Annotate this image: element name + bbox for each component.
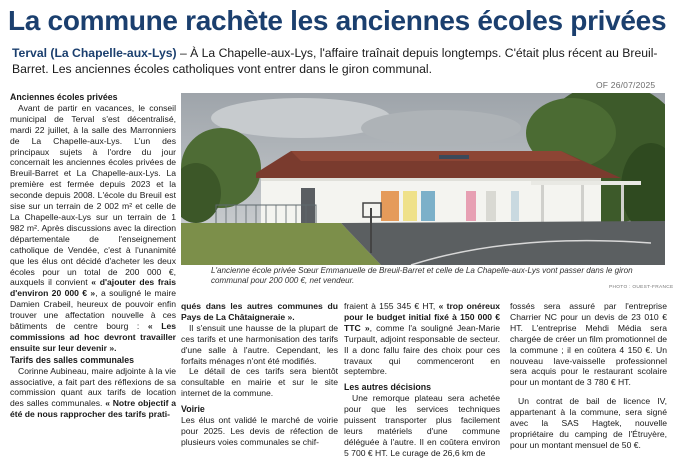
subhead-tarifs: Tarifs des salles communales	[10, 354, 135, 365]
col1-text-c: Corinne Aubineau, maire adjointe à la vie associative, a fait part des réflexions de sa commission quant aux tarifs de location des salles communales.	[10, 365, 176, 409]
photo-credit: PHOTO : OUEST-FRANCE	[609, 285, 674, 290]
column-4-paragraph-2: Un contrat de bail de licence IV, appartenant à la commune, sera signé avec la SAS Hagtek, nouvelle propriétaire du camping de l'Étruyère, pour un montant mensuel de 50 €.	[510, 396, 667, 450]
col3-bold: « trop onéreux pour le budget initial fixé à 150 000 € TTC »	[344, 301, 500, 333]
column-4	[510, 301, 667, 451]
photo-caption: L'ancienne école privée Sœur Emmanuelle de Breuil-Barret et celle de La Chapelle-aux-Lys vont passer dans le giron communal pour 200 000 €, net vendeur.	[211, 266, 633, 285]
column-2	[181, 301, 338, 448]
column-2-paragraph-4: Les élus ont validé le marché de voirie pour 2025. Les devis de réfection de plusieurs voies communales se chif-	[181, 415, 338, 447]
subhead-autres-decisions: Les autres décisions	[344, 382, 432, 393]
byline: OF 26/07/2025	[596, 80, 656, 90]
school-photo	[181, 93, 665, 265]
col3-text-b: , comme l'a souligné Jean-Marie Turpault, adjoint responsable de secteur. Il a donc fallu faire des choix pour ces travaux qui commenceront en septembre.	[344, 322, 500, 377]
article-headline: La commune rachète les anciennes écoles privées	[8, 5, 667, 36]
school-building-image	[181, 93, 665, 265]
column-1-paragraph-2	[10, 366, 176, 421]
column-1	[10, 92, 176, 420]
col2-bold: qués dans les autres communes du Pays de La Châtaigneraie ».	[181, 301, 338, 322]
subhead-anciennes-ecoles: Anciennes écoles privées	[10, 92, 118, 102]
column-1-paragraph	[10, 103, 176, 354]
subhead-voirie: Voirie	[181, 404, 205, 415]
col1-text-a: Avant de partir en vacances, le conseil municipal de Terval s'est décentralisé, mardi 22 juillet, à la salle des Marronniers de La Chapelle-aux-Lys. L'un des principaux sujets à l'ordre du jour concernait les anciennes écoles privées de Breuil-Barret et La Chapelle-aux-Lys. La première est fermée depuis 2023 et la seconde depuis 2008. L'école du Breuil est sise sur un terrain de 2 002 m² et celle de La Chapelle-aux-Lys sur un terrain de 1 982 m². Après discussions avec la direction départementale de l'enseignement catholique de Vendée, c'est à l'unanimité que les élus ont décidé d'acheter les deux écoles pour un total de 200 000 €, auxquels il convient	[10, 102, 176, 288]
col3-text-a: fraient à 155 345 € HT,	[344, 301, 436, 311]
col1-bold-a: « d'ajouter des frais d'environ 20 000 € »	[10, 277, 176, 299]
col1-quote: « Les commissions ad hoc devront travailler ensuite sur leur devenir ».	[10, 321, 177, 353]
column-3-paragraph-1	[344, 301, 500, 377]
column-2-paragraph-2: Il s'ensuit une hausse de la plupart de ces tarifs et une harmonisation des tarifs d'une salle à l'autre. Cependant, les forfaits ménages n'ont été modifiés.	[181, 322, 338, 366]
column-2-paragraph-1	[181, 301, 338, 323]
column-3	[344, 301, 500, 459]
lead-text: – À La Chapelle-aux-Lys, l'affaire traînait depuis longtemps. C'était plus récent au Breuil-Barret. Les anciennes écoles catholiques vont entrer dans le giron communal.	[12, 46, 658, 76]
col1-quote-2: « Notre objectif a été de nous rapprocher des tarifs prati-	[10, 398, 176, 420]
article-lead	[12, 45, 667, 77]
col1-text-b: , a souligné le maire Damien Crabeil, heureux de pouvoir enfin trouver une affectation nouvelle à ces bâtiments de centre bourg :	[10, 288, 176, 332]
lead-place: Terval (La Chapelle-aux-Lys)	[12, 46, 177, 60]
column-2-paragraph-3: Le détail de ces tarifs sera bientôt consultable en mairie et sur le site internet de la commune.	[181, 366, 338, 399]
column-4-paragraph-1: fossés sera assuré par l'entreprise Charrier NC pour un devis de 23 010 € HT. L'entreprise Mehdi Média sera chargée de créer un film promotionnel de la commune ; il en coûtera 4 150 €. Un nouveau lave-vaisselle professionnel sera acquis pour le restaurant scolaire pour un montant de 3 780 € HT.	[510, 301, 667, 388]
column-3-paragraph-2: Une remorque plateau sera achetée pour que les services techniques puissent transporter plus facilement leurs matériels d'une commune déléguée à l'autre. Il en coûtera environ 5 700 € HT. Le curage de 26,6 km de	[344, 393, 500, 458]
